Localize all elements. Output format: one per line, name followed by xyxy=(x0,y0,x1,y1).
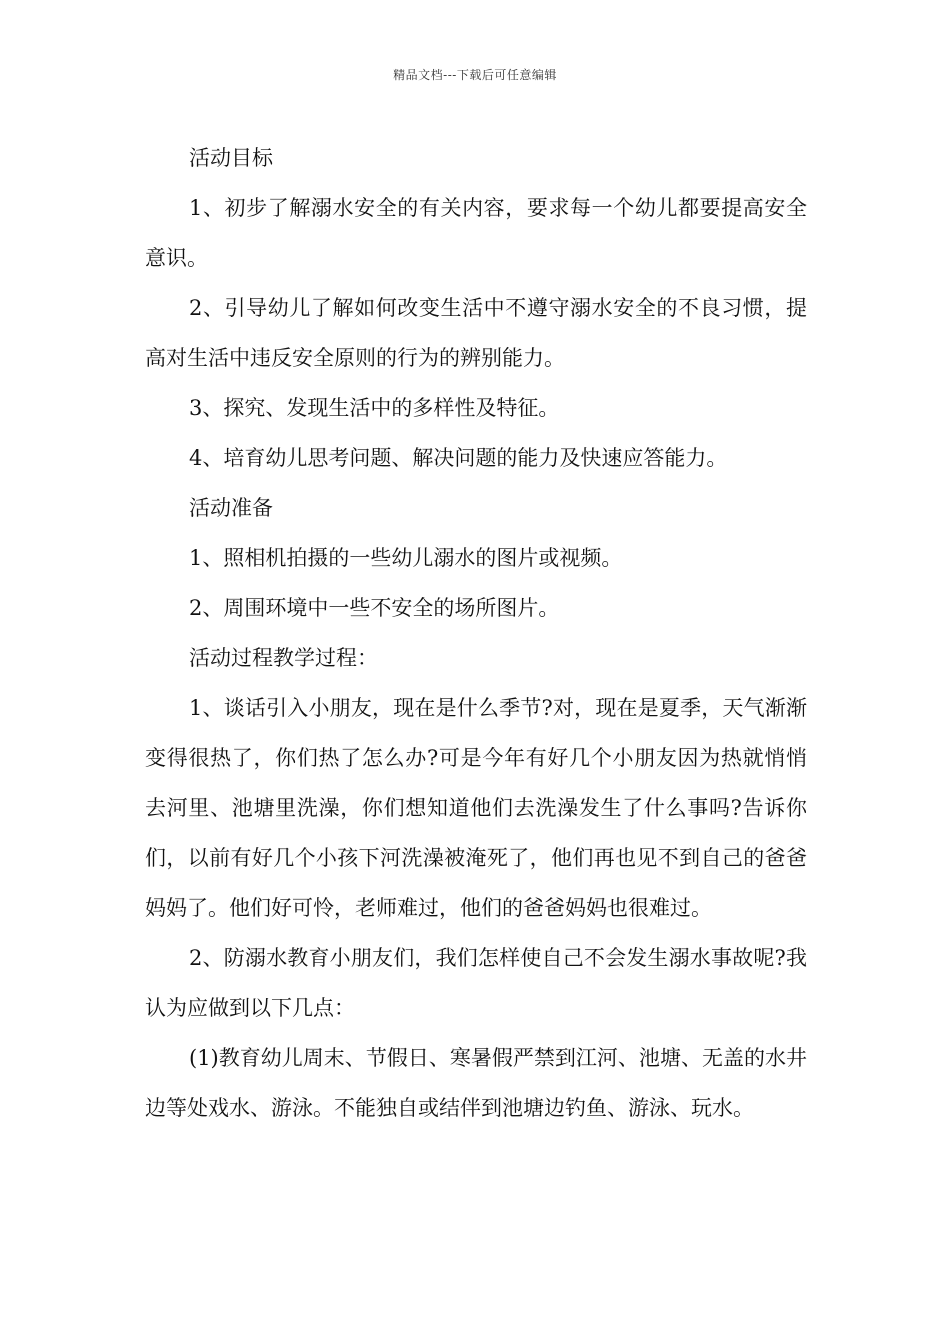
heading-activity-goals: 活动目标 xyxy=(189,146,273,170)
paragraph-goal-3: 3、探究、发现生活中的多样性及特征。 xyxy=(189,396,560,420)
paragraph-preparation-1: 1、照相机拍摄的一些幼儿溺水的图片或视频。 xyxy=(189,546,623,570)
paragraph-goal-4: 4、培育幼儿思考问题、解决问题的能力及快速应答能力。 xyxy=(189,446,728,470)
paragraph-process-2: 2、防溺水教育小朋友们，我们怎样使自己不会发生溺水事故呢?我认为应做到以下几点： xyxy=(145,946,807,1020)
document-body xyxy=(145,133,807,1133)
heading-activity-process: 活动过程教学过程： xyxy=(189,646,378,670)
paragraph-preparation-2: 2、周围环境中一些不安全的场所图片。 xyxy=(189,596,560,620)
heading-activity-preparation: 活动准备 xyxy=(189,496,273,520)
paragraph-process-2-item-1: (1)教育幼儿周末、节假日、寒暑假严禁到江河、池塘、无盖的水井边等处戏水、游泳。不能独自或结伴到池塘边钓鱼、游泳、玩水。 xyxy=(145,1046,807,1120)
paragraph-goal-1: 1、初步了解溺水安全的有关内容，要求每一个幼儿都要提高安全意识。 xyxy=(145,196,807,270)
paragraph-goal-2: 2、引导幼儿了解如何改变生活中不遵守溺水安全的不良习惯，提高对生活中违反安全原则的行为的辨别能力。 xyxy=(145,296,807,370)
page-header: 精品文档---下载后可任意编辑 xyxy=(393,68,557,82)
paragraph-process-1: 1、谈话引入小朋友，现在是什么季节?对，现在是夏季，天气渐渐变得很热了，你们热了怎么办?可是今年有好几个小朋友因为热就悄悄去河里、池塘里洗澡，你们想知道他们去洗澡发生了什么事吗?告诉你们，以前有好几个小孩下河洗澡被淹死了，他们再也见不到自己的爸爸妈妈了。他们好可怜，老师难过，他们的爸爸妈妈也很难过。 xyxy=(145,696,807,920)
